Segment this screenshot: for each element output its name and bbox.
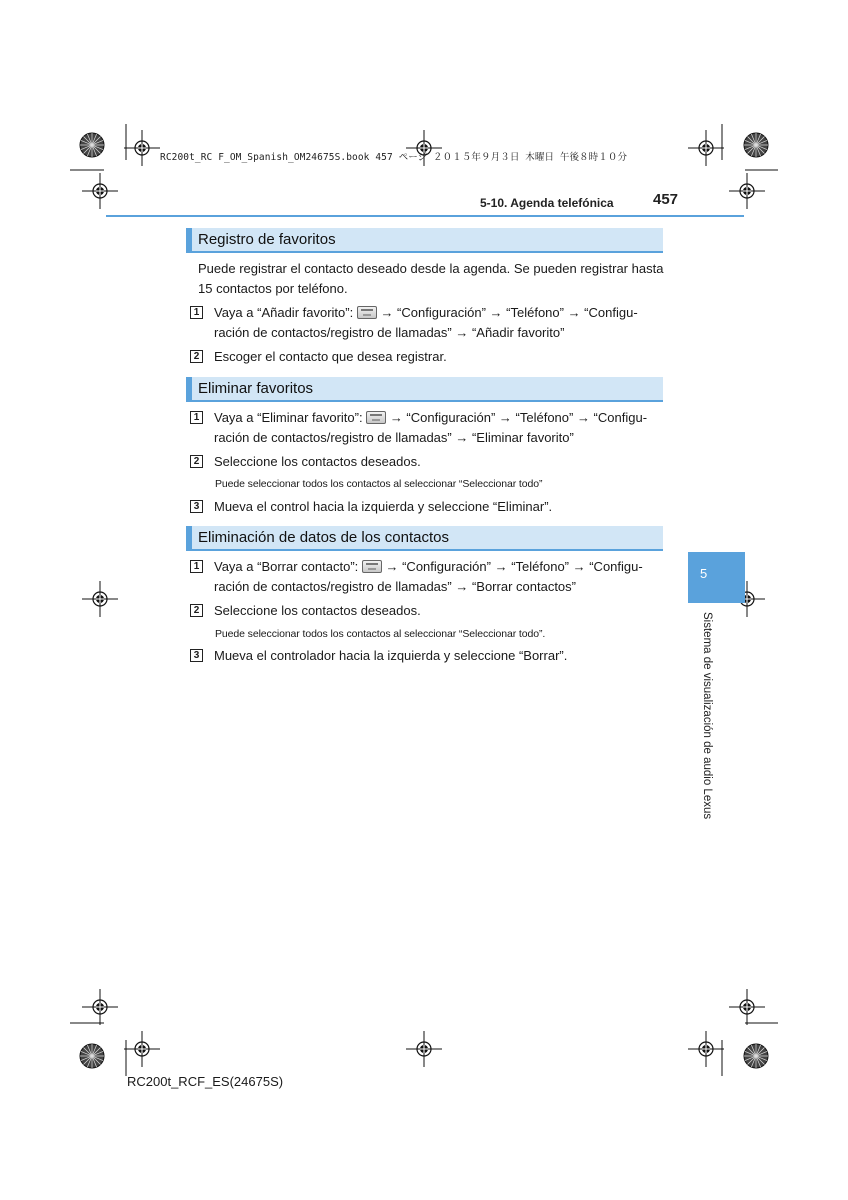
section-heading-eliminar: [186, 377, 663, 402]
section-heading-eliminacion-datos: [186, 526, 663, 551]
chapter-title: Sistema de visualización de audio Lexus: [701, 612, 713, 820]
step-text-end: → “Configuración” → “Teléfono” → “Configu-: [386, 410, 648, 425]
section-heading-registro: [186, 228, 663, 253]
step-number: 2: [190, 455, 203, 468]
menu-button-icon: [362, 560, 382, 573]
step-text-line2: ración de contactos/registro de llamadas” → “Borrar contactos”: [214, 579, 576, 594]
step-number: 2: [190, 604, 203, 617]
note-text: Puede seleccionar todos los contactos al seleccionar “Seleccionar todo”.: [215, 628, 546, 640]
step-text: [214, 557, 660, 597]
step-text: [214, 408, 660, 448]
step-number: 2: [190, 350, 203, 363]
step-text: Mueva el control hacia la izquierda y seleccione “Eliminar”.: [214, 499, 553, 514]
step-text-start: Vaya a “Añadir favorito”:: [214, 305, 357, 320]
step-text-end: → “Configuración” → “Teléfono” → “Configu-: [381, 559, 643, 574]
section-title: Eliminación de datos de los contactos: [198, 529, 449, 546]
step-text: Seleccione los contactos deseados.: [214, 454, 421, 469]
footer-code: RC200t_RCF_ES(24675S): [127, 1074, 284, 1089]
step-text-start: Vaya a “Eliminar favorito”:: [214, 410, 367, 425]
header-section-title: 5-10. Agenda telefónica: [480, 196, 614, 210]
page-number: 457: [653, 191, 679, 208]
menu-button-icon: [366, 411, 386, 424]
section-title: Registro de favoritos: [198, 231, 336, 248]
step-text-end: → “Configuración” → “Teléfono” → “Configu-: [376, 305, 638, 320]
step-number: 3: [190, 649, 203, 662]
chapter-tab-number: 5: [700, 566, 708, 581]
step-number: 1: [190, 411, 203, 424]
chapter-tab: [688, 552, 745, 603]
section-title: Eliminar favoritos: [198, 380, 314, 397]
step-number: 1: [190, 306, 203, 319]
step-text: Seleccione los contactos deseados.: [214, 603, 421, 618]
step-text-start: Vaya a “Borrar contacto”:: [214, 559, 362, 574]
step-text-line2: ración de contactos/registro de llamadas” → “Añadir favorito”: [214, 325, 565, 340]
step-text: Mueva el controlador hacia la izquierda y seleccione “Borrar”.: [214, 648, 568, 663]
header-rule: [106, 215, 744, 217]
menu-button-icon: [357, 306, 377, 319]
step-text: Escoger el contacto que desea registrar.: [214, 349, 447, 364]
section-intro: Puede registrar el contacto deseado desde la agenda. Se pueden registrar hasta 15 contactos por teléfono.: [198, 261, 664, 296]
chapter-sidebar: [693, 612, 713, 872]
step-number: 3: [190, 500, 203, 513]
step-number: 1: [190, 560, 203, 573]
print-metadata: RC200t_RC F_OM_Spanish_OM24675S.book 457 ページ ２０１５年９月３日 木曜日 午後８時１０分: [160, 152, 628, 163]
step-text: [214, 303, 660, 343]
note-text: Puede seleccionar todos los contactos al seleccionar “Seleccionar todo”: [215, 478, 543, 490]
step-text-line2: ración de contactos/registro de llamadas” → “Eliminar favorito”: [214, 430, 574, 445]
